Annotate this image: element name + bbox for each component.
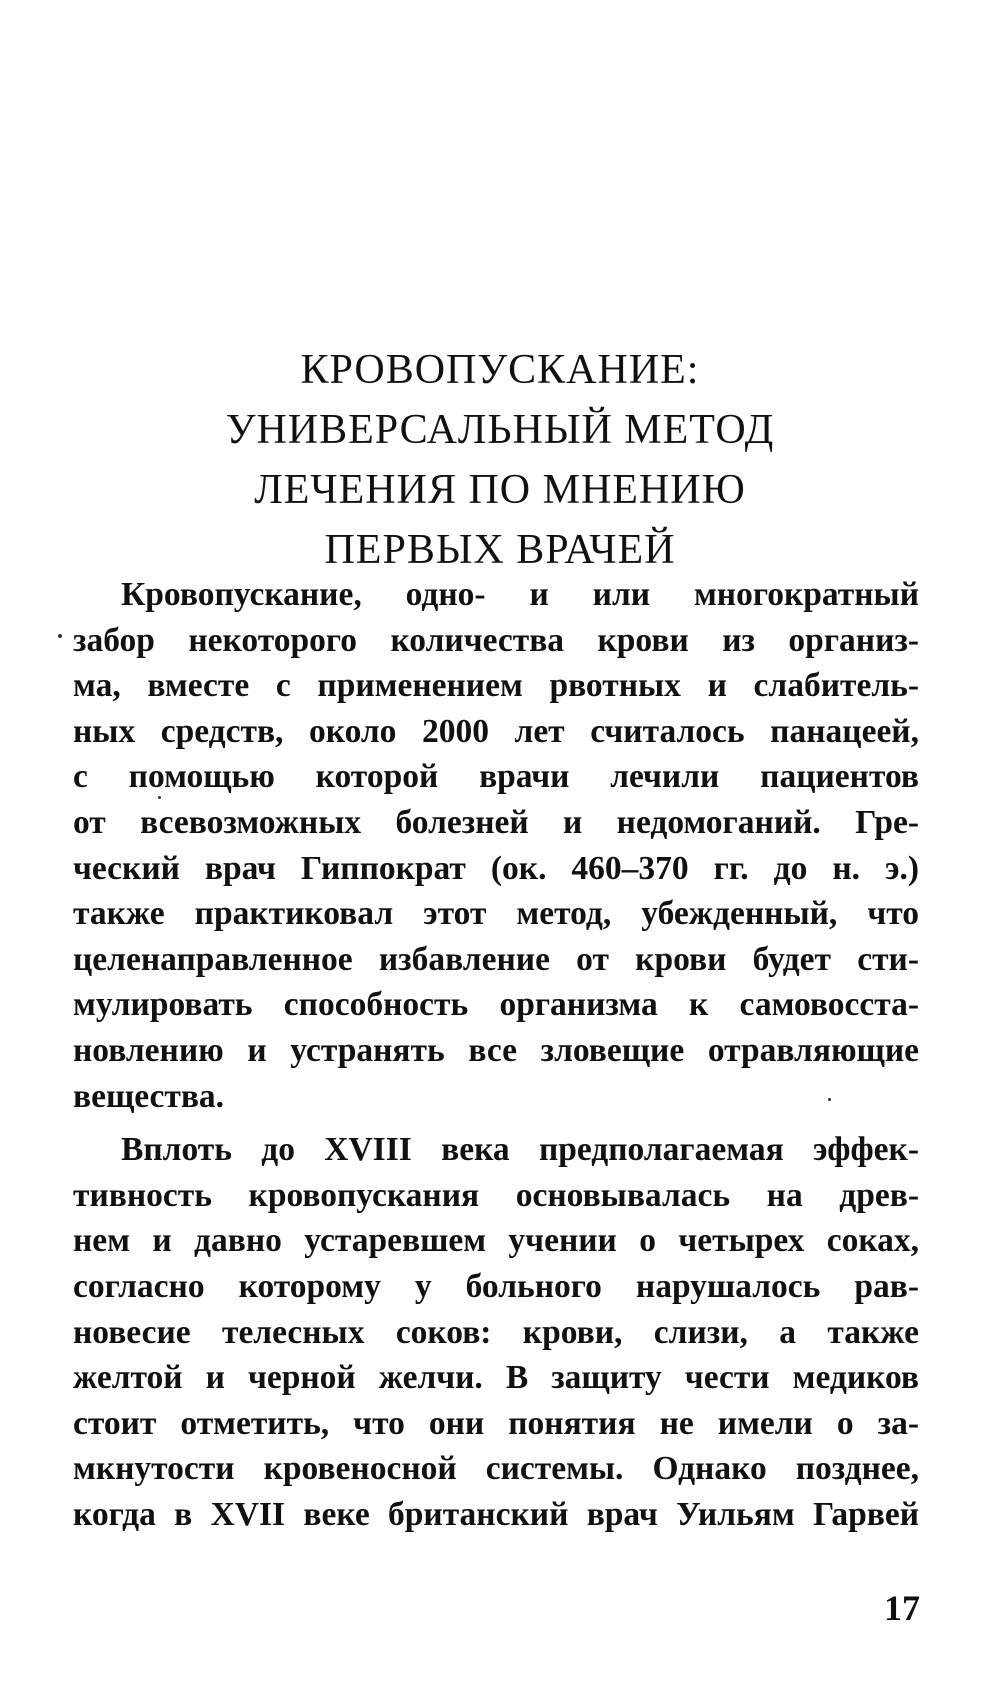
body-text [73,572,919,1537]
scan-speck [58,634,62,638]
text-line: ных средств, около 2000 лет считалось панацеей, [73,712,919,750]
text-line: нем и давно устаревшем учении о четырех соках, [73,1222,919,1260]
text-line: также практиковал этот метод, убежденный, что [73,895,919,933]
text-line: когда в XVII веке британский врач Уильям Гарвей [73,1495,919,1533]
text-line: от всевозможных болезней и недомоганий. Гре- [73,803,919,841]
text-line: Вплоть до XVIII века предполагаемая эффек- [121,1131,919,1169]
text-line: забор некоторого количества крови из организ- [73,621,919,659]
scan-speck [828,1098,831,1101]
text-line: Кровопускание, одно- и или многократный [121,576,919,613]
paragraph-2 [73,1127,919,1537]
text-line: вещества. [73,1077,225,1115]
text-line: желтой и черной желчи. В защиту чести медиков [73,1359,919,1397]
paragraph-1 [73,572,919,1119]
text-line: стоит отметить, что они понятия не имели о за- [73,1404,919,1442]
text-line: целенаправленное избавление от крови будет сти- [73,940,919,978]
text-line: ческий врач Гиппократ (ок. 460–370 гг. до н. э.) [73,849,919,887]
chapter-title [0,340,1000,580]
text-line: согласно которому у больного нарушалось рав- [73,1267,919,1305]
title-line: КРОВОПУСКАНИЕ: [300,347,700,393]
text-line: мкнутости кровеносной системы. Однако позднее, [73,1450,919,1488]
text-line: новесие телесных соков: крови, слизи, а также [73,1313,919,1351]
scan-speck [158,796,161,799]
text-line: ма, вместе с применением рвотных и слабитель- [73,667,919,705]
title-line: ПЕРВЫХ ВРАЧЕЙ [324,527,676,573]
text-line: новлению и устранять все зловещие отравляющие [73,1031,919,1069]
page-number: 17 [884,1588,920,1628]
text-line: с помощью которой врачи лечили пациентов [73,758,919,796]
text-line: мулировать способность организма к самовосста- [73,986,919,1024]
text-line: тивность кровопускания основывалась на древ- [73,1176,919,1214]
paragraph-gap [73,1119,919,1127]
title-line: УНИВЕРСАЛЬНЫЙ МЕТОД [225,407,775,453]
title-line: ЛЕЧЕНИЯ ПО МНЕНИЮ [254,467,746,513]
